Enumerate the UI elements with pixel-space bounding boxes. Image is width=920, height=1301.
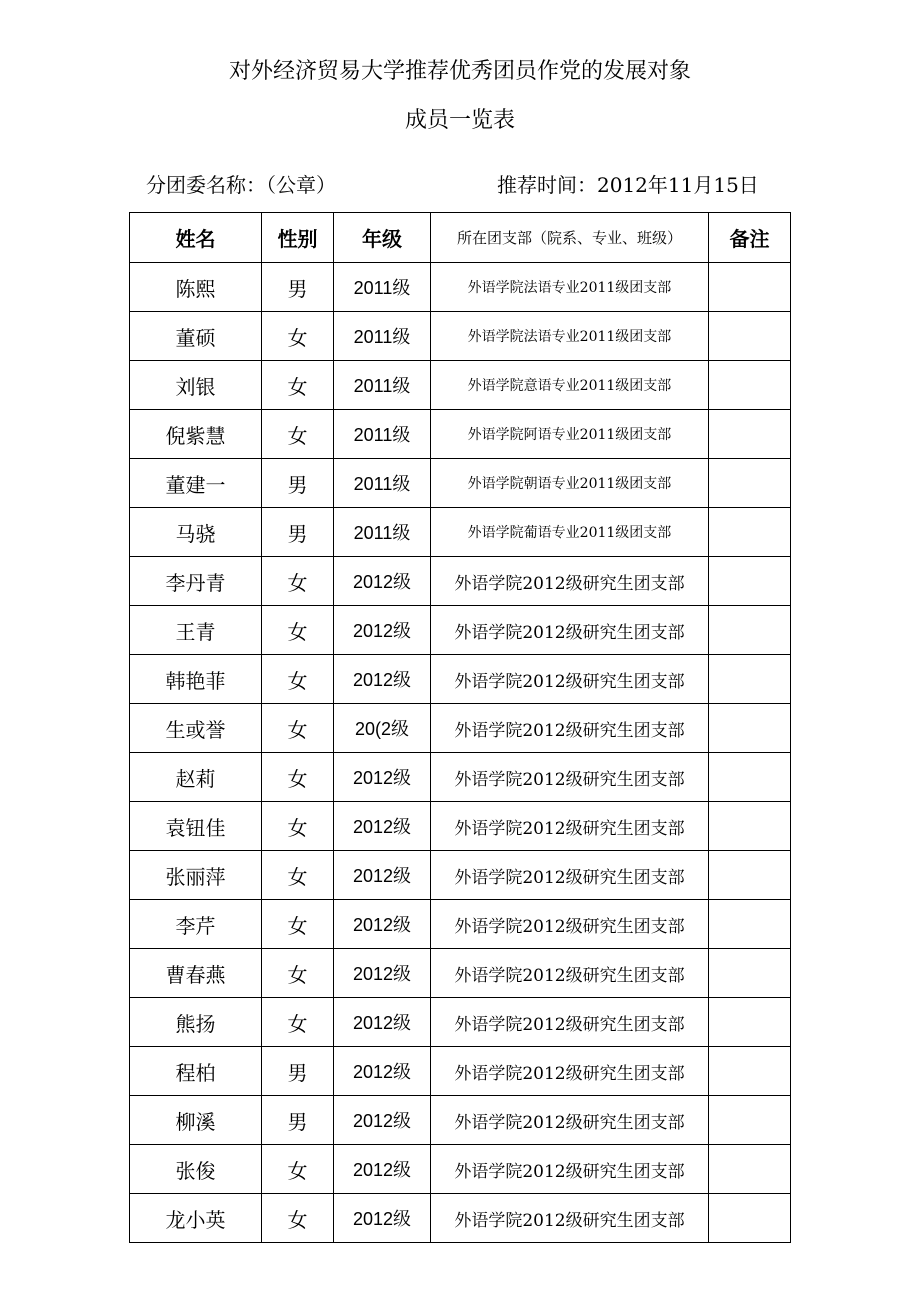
grade-cell: 2012级 [334, 1096, 431, 1145]
gender-cell: 女 [262, 900, 334, 949]
gender-cell: 女 [262, 851, 334, 900]
remark-cell [709, 851, 791, 900]
branch-cell: 外语学院法语专业2011级团支部 [431, 263, 709, 312]
table-row [130, 361, 791, 410]
grade-cell: 2012级 [334, 1194, 431, 1243]
remark-cell [709, 753, 791, 802]
remark-cell [709, 900, 791, 949]
gender-cell: 女 [262, 312, 334, 361]
remark-cell [709, 1194, 791, 1243]
gender-cell: 女 [262, 557, 334, 606]
grade-cell: 2012级 [334, 655, 431, 704]
branch-cell: 外语学院2012级研究生团支部 [431, 1194, 709, 1243]
branch-cell: 外语学院2012级研究生团支部 [431, 1096, 709, 1145]
table-row [130, 1096, 791, 1145]
grade-cell: 2011级 [334, 410, 431, 459]
name-cell: 龙小英 [130, 1194, 262, 1243]
remark-cell [709, 704, 791, 753]
gender-cell: 女 [262, 753, 334, 802]
gender-cell: 男 [262, 1047, 334, 1096]
name-cell: 生或誉 [130, 704, 262, 753]
name-cell: 赵莉 [130, 753, 262, 802]
name-cell: 李芹 [130, 900, 262, 949]
table-row [130, 704, 791, 753]
gender-cell: 女 [262, 655, 334, 704]
name-cell: 董建一 [130, 459, 262, 508]
grade-cell: 2012级 [334, 1145, 431, 1194]
gender-cell: 女 [262, 1145, 334, 1194]
table-row [130, 410, 791, 459]
name-cell: 倪紫慧 [130, 410, 262, 459]
remark-cell [709, 557, 791, 606]
grade-cell: 2012级 [334, 1047, 431, 1096]
header-grade: 年级 [334, 213, 431, 263]
branch-cell: 外语学院葡语专业2011级团支部 [431, 508, 709, 557]
header-gender: 性别 [262, 213, 334, 263]
table-row [130, 1145, 791, 1194]
unit-label: 分团委名称：（公章） [146, 173, 336, 197]
table-row [130, 851, 791, 900]
branch-cell: 外语学院2012级研究生团支部 [431, 998, 709, 1047]
remark-cell [709, 998, 791, 1047]
remark-cell [709, 1096, 791, 1145]
remark-cell [709, 508, 791, 557]
name-cell: 刘银 [130, 361, 262, 410]
remark-cell [709, 802, 791, 851]
name-cell: 柳溪 [130, 1096, 262, 1145]
name-cell: 韩艳菲 [130, 655, 262, 704]
table-row [130, 263, 791, 312]
remark-cell [709, 949, 791, 998]
name-cell: 张丽萍 [130, 851, 262, 900]
branch-cell: 外语学院阿语专业2011级团支部 [431, 410, 709, 459]
name-cell: 李丹青 [130, 557, 262, 606]
branch-cell: 外语学院2012级研究生团支部 [431, 802, 709, 851]
gender-cell: 男 [262, 459, 334, 508]
grade-cell: 2012级 [334, 753, 431, 802]
gender-cell: 男 [262, 1096, 334, 1145]
name-cell: 王青 [130, 606, 262, 655]
name-cell: 董硕 [130, 312, 262, 361]
grade-cell: 2012级 [334, 949, 431, 998]
table-row [130, 949, 791, 998]
branch-cell: 外语学院2012级研究生团支部 [431, 900, 709, 949]
gender-cell: 女 [262, 410, 334, 459]
gender-cell: 女 [262, 949, 334, 998]
table-row [130, 312, 791, 361]
branch-cell: 外语学院朝语专业2011级团支部 [431, 459, 709, 508]
remark-cell [709, 459, 791, 508]
table-row [130, 1047, 791, 1096]
gender-cell: 女 [262, 998, 334, 1047]
branch-cell: 外语学院2012级研究生团支部 [431, 851, 709, 900]
table-row [130, 753, 791, 802]
grade-cell: 2012级 [334, 900, 431, 949]
branch-cell: 外语学院2012级研究生团支部 [431, 704, 709, 753]
header-branch: 所在团支部（院系、专业、班级） [431, 213, 709, 263]
table-row [130, 508, 791, 557]
table-row [130, 655, 791, 704]
table-header-row [130, 213, 791, 263]
remark-cell [709, 410, 791, 459]
remark-cell [709, 606, 791, 655]
member-table [129, 212, 791, 1243]
table-row [130, 900, 791, 949]
grade-cell: 2012级 [334, 998, 431, 1047]
gender-cell: 女 [262, 1194, 334, 1243]
grade-cell: 2011级 [334, 459, 431, 508]
recommend-date: 推荐时间：2012年11月15日 [497, 173, 759, 197]
grade-cell: 2012级 [334, 606, 431, 655]
branch-cell: 外语学院2012级研究生团支部 [431, 949, 709, 998]
remark-cell [709, 312, 791, 361]
gender-cell: 女 [262, 704, 334, 753]
branch-cell: 外语学院2012级研究生团支部 [431, 655, 709, 704]
table-row [130, 998, 791, 1047]
name-cell: 陈熙 [130, 263, 262, 312]
table-row [130, 802, 791, 851]
gender-cell: 男 [262, 263, 334, 312]
header-name: 姓名 [130, 213, 262, 263]
branch-cell: 外语学院法语专业2011级团支部 [431, 312, 709, 361]
branch-cell: 外语学院2012级研究生团支部 [431, 1047, 709, 1096]
grade-cell: 2011级 [334, 508, 431, 557]
gender-cell: 女 [262, 361, 334, 410]
gender-cell: 女 [262, 802, 334, 851]
table-row [130, 557, 791, 606]
remark-cell [709, 1047, 791, 1096]
name-cell: 程柏 [130, 1047, 262, 1096]
remark-cell [709, 361, 791, 410]
branch-cell: 外语学院2012级研究生团支部 [431, 606, 709, 655]
remark-cell [709, 1145, 791, 1194]
document-subtitle: 成员一览表 [404, 108, 515, 133]
name-cell: 马骁 [130, 508, 262, 557]
gender-cell: 女 [262, 606, 334, 655]
grade-cell: 2011级 [334, 312, 431, 361]
grade-cell: 2012级 [334, 802, 431, 851]
branch-cell: 外语学院2012级研究生团支部 [431, 1145, 709, 1194]
remark-cell [709, 655, 791, 704]
grade-cell: 2012级 [334, 851, 431, 900]
name-cell: 熊扬 [130, 998, 262, 1047]
branch-cell: 外语学院2012级研究生团支部 [431, 753, 709, 802]
document-title: 对外经济贸易大学推荐优秀团员作党的发展对象 [228, 59, 691, 84]
name-cell: 张俊 [130, 1145, 262, 1194]
name-cell: 袁钮佳 [130, 802, 262, 851]
gender-cell: 男 [262, 508, 334, 557]
table-row [130, 1194, 791, 1243]
grade-cell: 2012级 [334, 557, 431, 606]
remark-cell [709, 263, 791, 312]
branch-cell: 外语学院2012级研究生团支部 [431, 557, 709, 606]
grade-cell: 20(2级 [334, 704, 431, 753]
grade-cell: 2011级 [334, 361, 431, 410]
branch-cell: 外语学院意语专业2011级团支部 [431, 361, 709, 410]
grade-cell: 2011级 [334, 263, 431, 312]
table-row [130, 459, 791, 508]
table-row [130, 606, 791, 655]
name-cell: 曹春燕 [130, 949, 262, 998]
header-remark: 备注 [709, 213, 791, 263]
